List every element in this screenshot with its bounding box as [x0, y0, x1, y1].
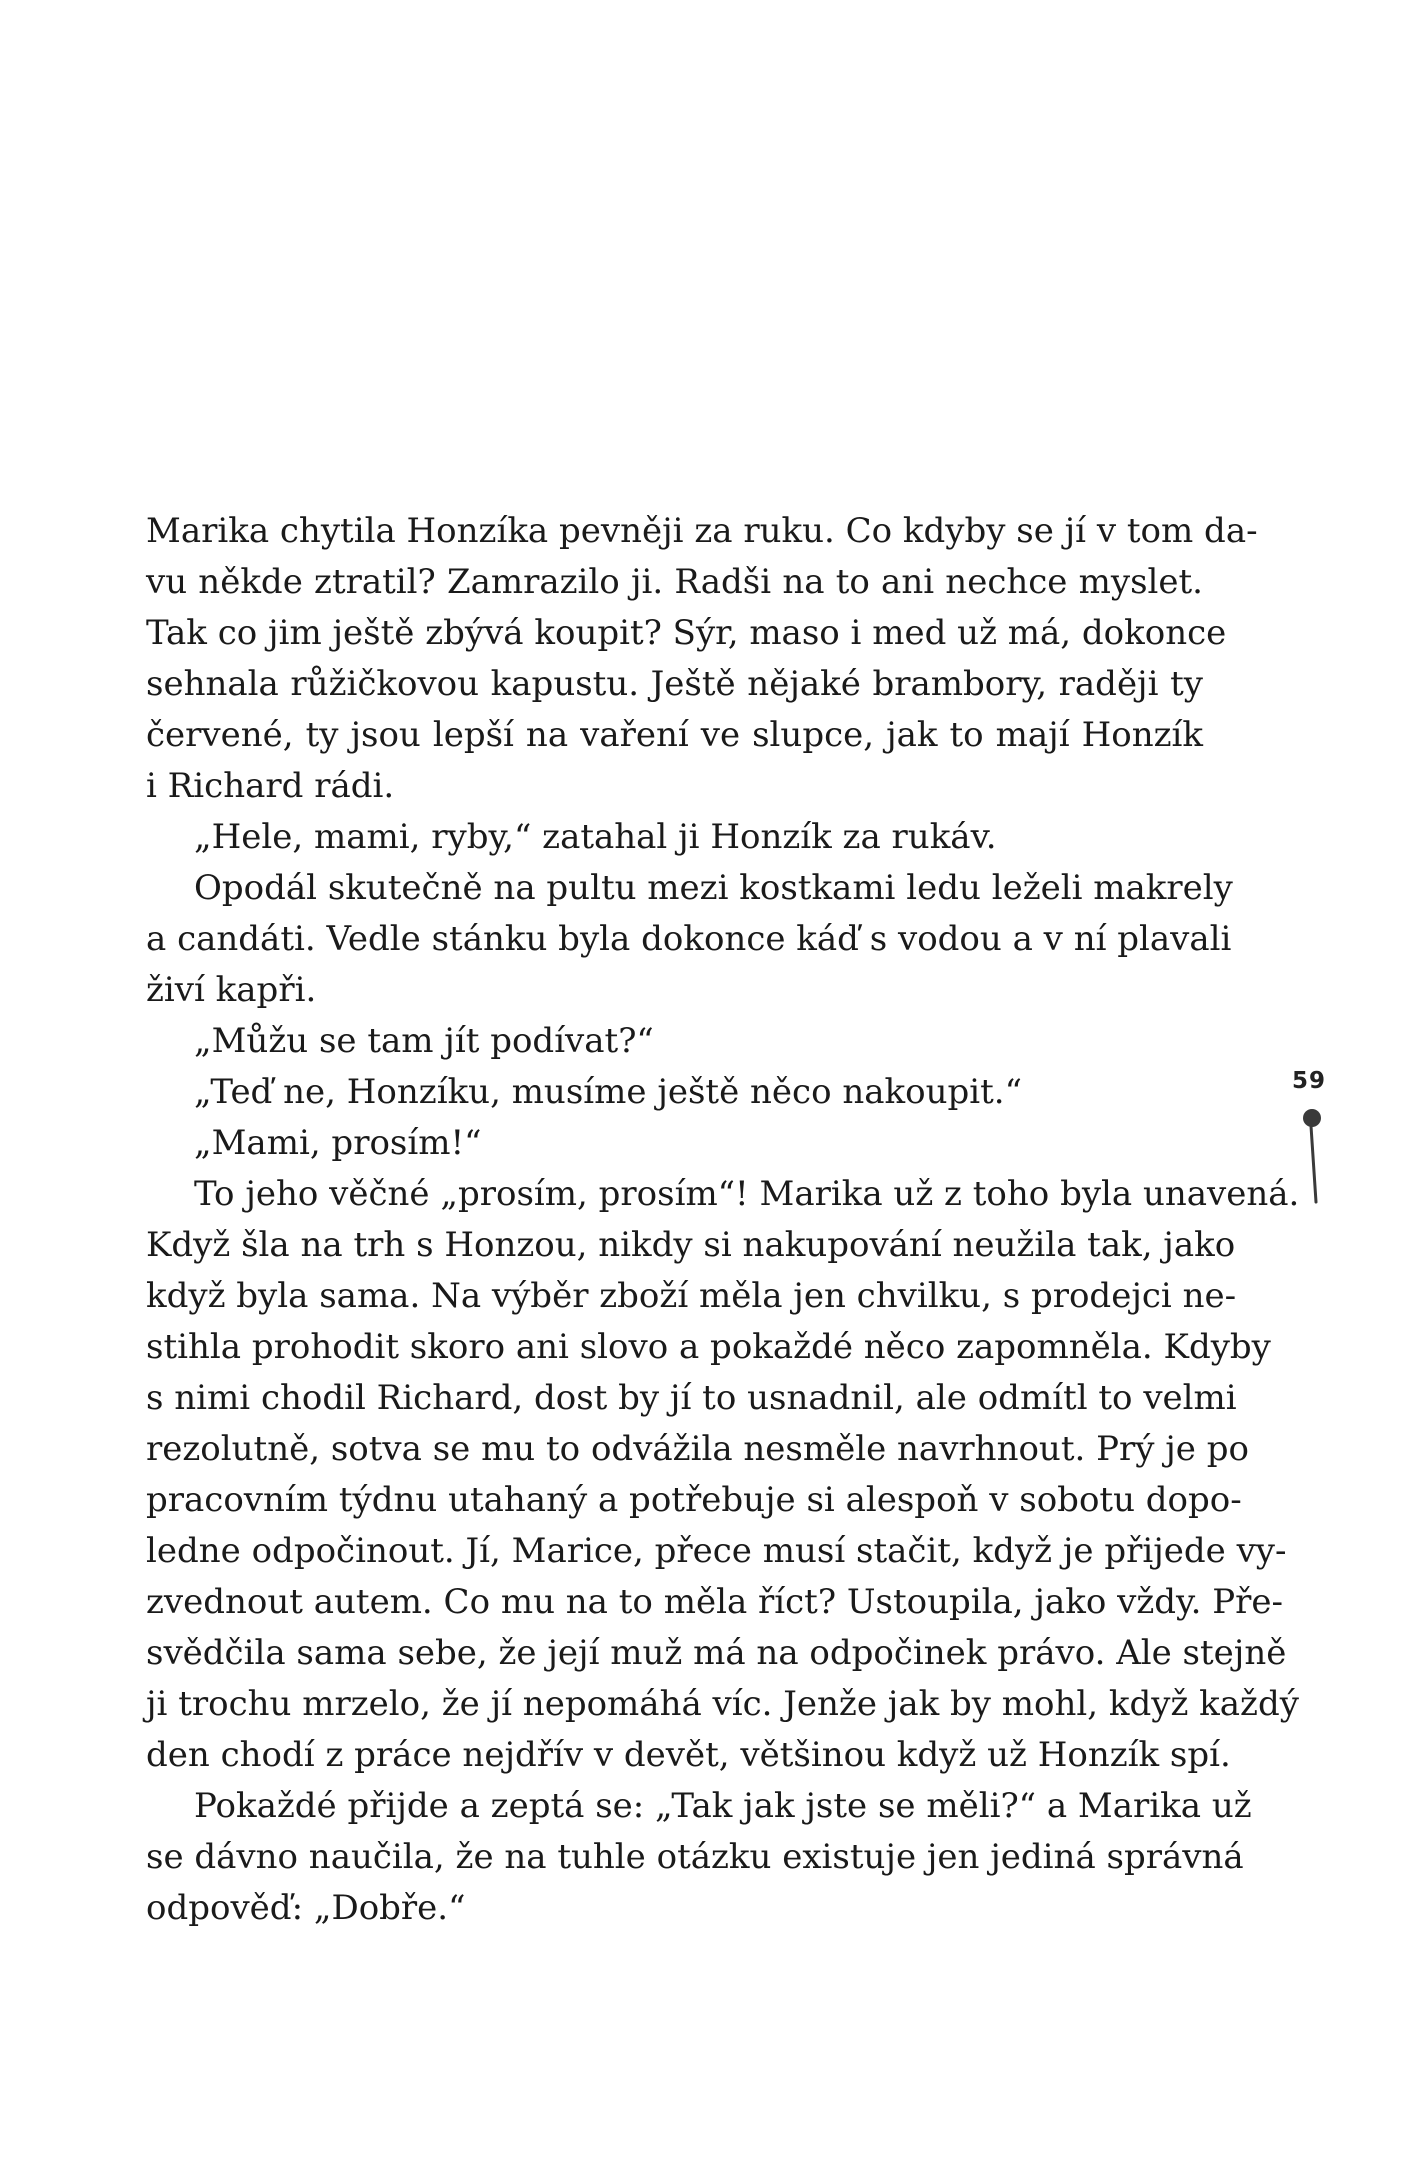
text-line: živí kapři.	[146, 970, 317, 1010]
text-line: den chodí z práce nejdřív v devět, většinou když už Honzík spí.	[146, 1735, 1231, 1775]
text-line: s nimi chodil Richard, dost by jí to usnadnil, ale odmítl to velmi	[146, 1378, 1237, 1418]
text-line: „Teď ne, Honzíku, musíme ještě něco nakoupit.“	[194, 1072, 1022, 1112]
text-line: „Mami, prosím!“	[194, 1123, 482, 1163]
text-line: odpověď: „Dobře.“	[146, 1888, 466, 1928]
text-line: když byla sama. Na výběr zboží měla jen chvilku, s prodejci ne-	[146, 1276, 1237, 1316]
text-line: pracovním týdnu utahaný a potřebuje si alespoň v sobotu dopo-	[146, 1480, 1242, 1520]
text-line: i Richard rádi.	[146, 766, 395, 806]
text-line: stihla prohodit skoro ani slovo a pokaždé něco zapomněla. Kdyby	[146, 1327, 1271, 1367]
pin-icon	[1292, 1108, 1332, 1204]
text-line: Opodál skutečně na pultu mezi kostkami ledu leželi makrely	[194, 868, 1233, 908]
text-line: To jeho věčné „prosím, prosím“! Marika už z toho byla unavená.	[194, 1174, 1300, 1214]
text-line: ledne odpočinout. Jí, Marice, přece musí stačit, když je přijede vy-	[146, 1531, 1287, 1571]
text-line: „Hele, mami, ryby,“ zatahal ji Honzík za rukáv.	[194, 817, 997, 857]
text-line: svědčila sama sebe, že její muž má na odpočinek právo. Ale stejně	[146, 1633, 1287, 1673]
text-line: Marika chytila Honzíka pevněji za ruku. Co kdyby se jí v tom da-	[146, 511, 1258, 551]
text-line: červené, ty jsou lepší na vaření ve slupce, jak to mají Honzík	[146, 715, 1203, 755]
text-line: sehnala růžičkovou kapustu. Ještě nějaké brambory, raději ty	[146, 664, 1203, 704]
page-number: 59	[1291, 1068, 1326, 1094]
text-line: Pokaždé přijde a zeptá se: „Tak jak jste se měli?“ a Marika už	[194, 1786, 1252, 1826]
text-line: Když šla na trh s Honzou, nikdy si nakupování neužila tak, jako	[146, 1225, 1236, 1265]
text-line: Tak co jim ještě zbývá koupit? Sýr, maso i med už má, dokonce	[146, 613, 1227, 653]
text-line: a candáti. Vedle stánku byla dokonce káď s vodou a v ní plavali	[146, 919, 1232, 959]
text-line: se dávno naučila, že na tuhle otázku existuje jen jediná správná	[146, 1837, 1244, 1877]
text-line: vu někde ztratil? Zamrazilo ji. Radši na to ani nechce myslet.	[146, 562, 1203, 602]
text-line: zvednout autem. Co mu na to měla říct? Ustoupila, jako vždy. Pře-	[146, 1582, 1284, 1622]
text-line: „Můžu se tam jít podívat?“	[194, 1021, 654, 1061]
text-line: rezolutně, sotva se mu to odvážila nesměle navrhnout. Prý je po	[146, 1429, 1249, 1469]
text-line: ji trochu mrzelo, že jí nepomáhá víc. Jenže jak by mohl, když každý	[146, 1684, 1299, 1724]
body-text	[146, 506, 1300, 1934]
